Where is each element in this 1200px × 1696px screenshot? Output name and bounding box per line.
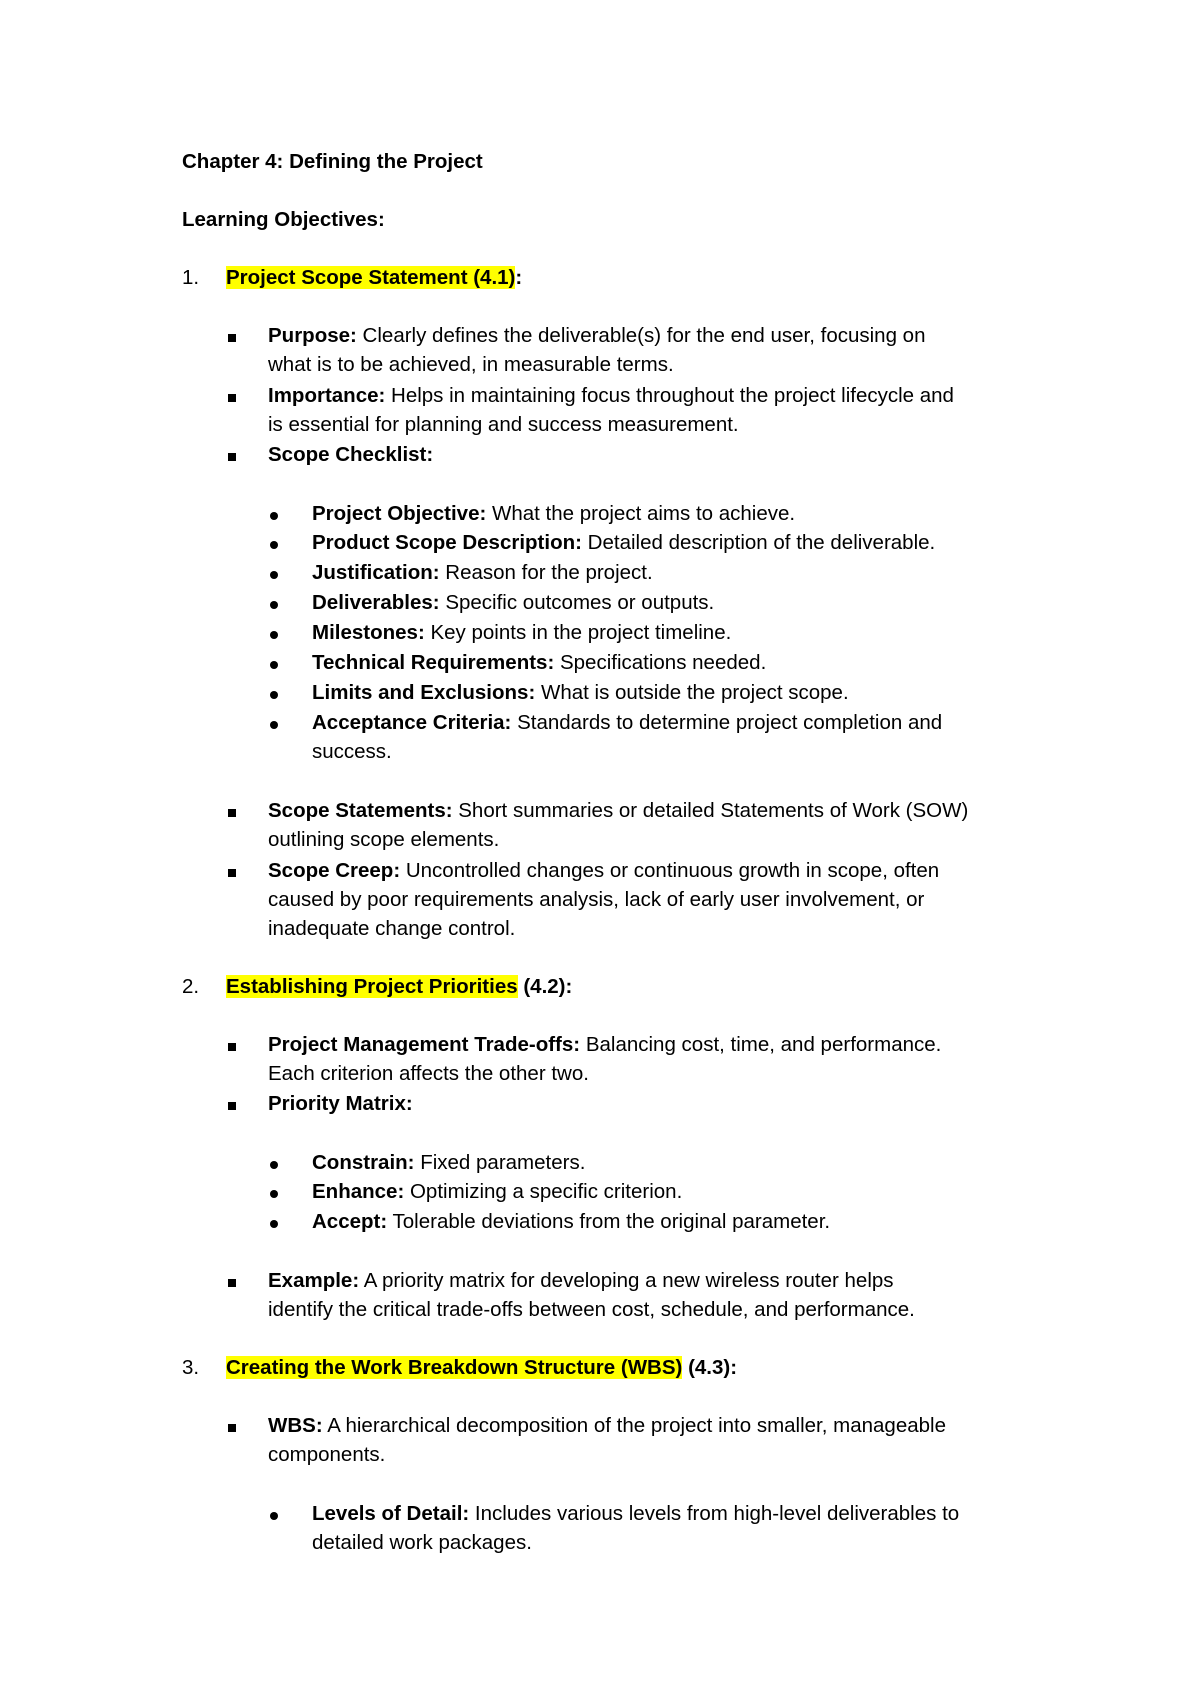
round-bullet-icon [270, 721, 278, 729]
scope-statements-line-2: outlining scope elements. [268, 828, 500, 851]
matrix-item-text: Optimizing a specific criterion. [404, 1180, 683, 1203]
checklist-item-text: Standards to determine project completion and [511, 711, 943, 734]
importance-text: Helps in maintaining focus throughout the project lifecycle and [385, 384, 954, 407]
tradeoffs-label: Project Management Trade-offs: [268, 1033, 581, 1056]
matrix-item [312, 1208, 830, 1236]
wbs-line-2: components. [268, 1443, 386, 1466]
tradeoffs-line-1 [268, 1031, 941, 1059]
scope-statements-label: Scope Statements: [268, 799, 453, 822]
checklist-item [312, 589, 714, 617]
checklist-item [312, 529, 935, 557]
wbs-label: WBS: [268, 1414, 323, 1437]
round-bullet-icon [270, 691, 278, 699]
section-3-heading-tail: (4.3): [682, 1356, 738, 1379]
tradeoffs-text: Balancing cost, time, and performance. [580, 1033, 942, 1056]
scope-creep-label: Scope Creep: [268, 859, 401, 882]
levels-label: Levels of Detail: [312, 1502, 470, 1525]
square-bullet-icon [228, 1279, 236, 1287]
round-bullet-icon [270, 601, 278, 609]
section-3-heading-highlight: Creating the Work Breakdown Structure (WBS) [226, 1356, 683, 1379]
priority-matrix-label: Priority Matrix: [268, 1092, 413, 1115]
square-bullet-icon [228, 394, 236, 402]
page-title: Chapter 4: Defining the Project [182, 150, 483, 173]
round-bullet-icon [270, 1190, 278, 1198]
checklist-item-label: Deliverables: [312, 591, 440, 614]
section-2-heading-tail: (4.2): [517, 975, 573, 998]
checklist-item-text: Key points in the project timeline. [424, 621, 732, 644]
section-1-number: 1. [182, 266, 200, 289]
section-2-number: 2. [182, 975, 200, 998]
matrix-item-label: Enhance: [312, 1180, 405, 1203]
section-2-heading-highlight: Establishing Project Priorities [226, 975, 518, 998]
purpose-text: Clearly defines the deliverable(s) for the end user, focusing on [356, 324, 926, 347]
checklist-item-label: Project Objective: [312, 502, 487, 525]
tradeoffs-line-2: Each criterion affects the other two. [268, 1062, 589, 1085]
square-bullet-icon [228, 334, 236, 342]
round-bullet-icon [270, 512, 278, 520]
scope-statements-line-1 [268, 797, 968, 825]
scope-creep-line-3: inadequate change control. [268, 917, 516, 940]
wbs-text: A hierarchical decomposition of the project into smaller, manageable [322, 1414, 946, 1437]
square-bullet-icon [228, 1424, 236, 1432]
square-bullet-icon [228, 453, 236, 461]
scope-statements-text: Short summaries or detailed Statements of Work (SOW) [452, 799, 969, 822]
round-bullet-icon [270, 571, 278, 579]
purpose-line-2: what is to be achieved, in measurable terms. [268, 353, 674, 376]
section-2-heading [226, 973, 572, 1001]
section-3-heading [226, 1354, 737, 1382]
round-bullet-icon [270, 1220, 278, 1228]
importance-line-1 [268, 382, 954, 410]
checklist-item [312, 500, 795, 528]
checklist-item-text: What the project aims to achieve. [486, 502, 796, 525]
checklist-item-text: Reason for the project. [439, 561, 653, 584]
example-text: A priority matrix for developing a new wireless router helps [359, 1269, 894, 1292]
objectives-heading: Learning Objectives: [182, 208, 385, 231]
checklist-item [312, 649, 766, 677]
checklist-item-label: Technical Requirements: [312, 651, 555, 674]
checklist-item-label: Product Scope Description: [312, 531, 582, 554]
checklist-item-label: Acceptance Criteria: [312, 711, 512, 734]
round-bullet-icon [270, 541, 278, 549]
checklist-item-label: Milestones: [312, 621, 425, 644]
purpose-label: Purpose: [268, 324, 357, 347]
matrix-item [312, 1149, 585, 1177]
square-bullet-icon [228, 869, 236, 877]
section-1-heading-tail: : [515, 266, 523, 289]
example-label: Example: [268, 1269, 360, 1292]
scope-creep-line-1 [268, 857, 939, 885]
scope-checklist-label: Scope Checklist: [268, 443, 434, 466]
wbs-line-1 [268, 1412, 946, 1440]
section-1-heading [226, 264, 522, 292]
checklist-item-text: Specifications needed. [554, 651, 767, 674]
checklist-item-text: Specific outcomes or outputs. [439, 591, 715, 614]
importance-line-2: is essential for planning and success measurement. [268, 413, 739, 436]
levels-line-1 [312, 1500, 959, 1528]
scope-creep-line-2: caused by poor requirements analysis, lack of early user involvement, or [268, 888, 925, 911]
checklist-item-text: Detailed description of the deliverable. [581, 531, 936, 554]
square-bullet-icon [228, 809, 236, 817]
matrix-item-text: Tolerable deviations from the original parameter. [387, 1210, 831, 1233]
checklist-item [312, 709, 942, 737]
square-bullet-icon [228, 1102, 236, 1110]
section-3-number: 3. [182, 1356, 200, 1379]
checklist-item-label: Justification: [312, 561, 440, 584]
round-bullet-icon [270, 661, 278, 669]
round-bullet-icon [270, 1512, 278, 1520]
section-1-heading-highlight: Project Scope Statement (4.1) [226, 266, 516, 289]
matrix-item-label: Constrain: [312, 1151, 415, 1174]
matrix-item [312, 1178, 682, 1206]
importance-label: Importance: [268, 384, 386, 407]
matrix-item-text: Fixed parameters. [414, 1151, 586, 1174]
checklist-item-label: Limits and Exclusions: [312, 681, 536, 704]
levels-text: Includes various levels from high-level deliverables to [469, 1502, 960, 1525]
example-line-1 [268, 1267, 894, 1295]
purpose-line-1 [268, 322, 925, 350]
scope-creep-text: Uncontrolled changes or continuous growth in scope, often [400, 859, 940, 882]
checklist-item-text: What is outside the project scope. [535, 681, 849, 704]
checklist-item-continuation: success. [312, 740, 392, 763]
square-bullet-icon [228, 1043, 236, 1051]
levels-line-2: detailed work packages. [312, 1531, 532, 1554]
round-bullet-icon [270, 1161, 278, 1169]
example-line-2: identify the critical trade-offs between cost, schedule, and performance. [268, 1298, 915, 1321]
checklist-item [312, 619, 731, 647]
matrix-item-label: Accept: [312, 1210, 388, 1233]
round-bullet-icon [270, 631, 278, 639]
checklist-item [312, 559, 653, 587]
checklist-item [312, 679, 849, 707]
